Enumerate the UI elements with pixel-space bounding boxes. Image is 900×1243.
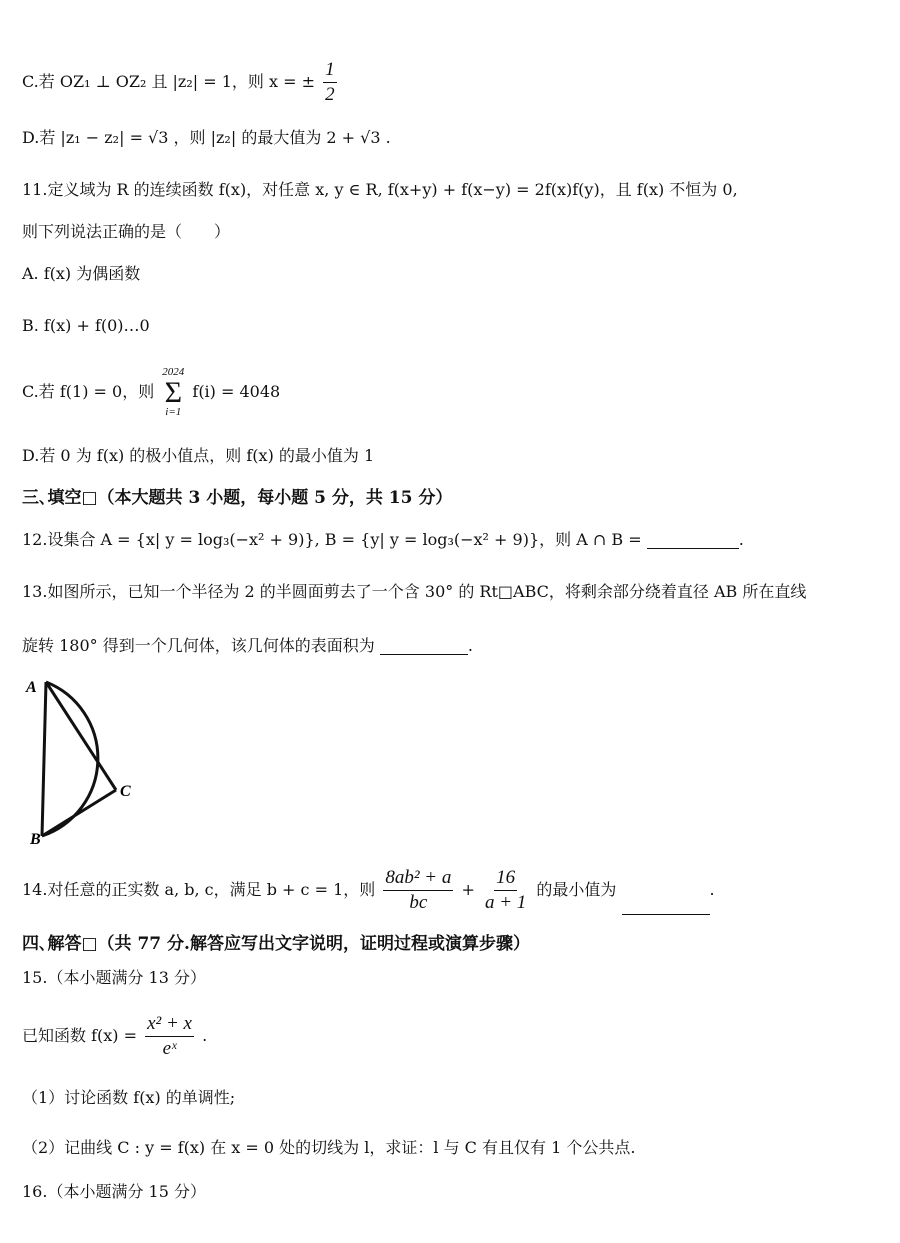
section-4-heading: 四､解答□（共 77 分.解答应写出文字说明，证明过程或演算步骤） — [22, 934, 530, 954]
question-11-option-d: D.若 0 为 f(x) 的极小值点，则 f(x) 的最小值为 1 — [22, 446, 375, 465]
fraction-one-half: $\frac{1}{2}$ — [325, 59, 335, 105]
semicircle-arc — [42, 682, 98, 836]
question-11-option-a: A. f(x) 为偶函数 — [22, 264, 141, 283]
question-14: 14.对任意的正实数 a, b, c，满足 b + c = 1，则 $\frac{\text{8ab² + a}}{bc}$ + $\frac{16}{a + 1}$ 的最小值为 . — [22, 867, 715, 913]
question-16-heading: 16.（本小题满分 15 分） — [22, 1182, 206, 1201]
fraction-16-over-a-plus-1: $\frac{16}{a + 1}$ — [484, 867, 527, 913]
question-15-part-2: （2）记曲线 C : y = f(x) 在 x = 0 处的切线为 l，求证：l 与 C 有且仅有 1 个公共点. — [22, 1138, 636, 1157]
question-13-prompt: 旋转 180° 得到一个几何体，该几何体的表面积为 . — [22, 636, 473, 655]
segment-bc — [42, 790, 116, 836]
question-15-heading: 15.（本小题满分 13 分） — [22, 968, 206, 987]
point-c-label: C — [120, 783, 131, 800]
point-a-label: A — [26, 679, 37, 696]
question-13-stem: 13.如图所示，已知一个半径为 2 的半圆面剪去了一个含 30° 的 Rt□ABC，将剩余部分绕着直径 AB 所在直线 — [22, 582, 807, 601]
question-15-part-1: （1）讨论函数 f(x) 的单调性; — [22, 1088, 236, 1107]
option-c-text: C.若 OZ₁ ⊥ OZ₂ 且 |z₂| = 1，则 x = ± — [22, 71, 316, 91]
point-b-label: B — [30, 831, 41, 848]
question-15-function: 已知函数 f(x) = $\frac{\text{x² + x}}{\text{eˣ}}$ . — [22, 1013, 208, 1059]
semicircle-triangle-figure — [22, 672, 137, 852]
option-c-complex — [22, 58, 340, 107]
answer-blank-14 — [622, 898, 710, 915]
question-11-prompt: 则下列说法正确的是（ ） — [22, 222, 231, 241]
answer-blank-13 — [380, 638, 468, 655]
segment-ac — [46, 682, 116, 790]
summation-symbol: 2024 Σ i=1 — [162, 366, 185, 419]
section-3-heading: 三､填空□（本大题共 3 小题，每小题 5 分，共 15 分） — [22, 488, 453, 508]
question-12: 12.设集合 A = {x| y = log₃(−x² + 9)}, B = {y| y = log₃(−x² + 9)}，则 A ∩ B = . — [22, 530, 744, 549]
question-11-option-c: C.若 f(1) = 0，则 2024 Σ i=1 f(i) = 4048 — [22, 366, 281, 419]
question-11-option-b: B. f(x) + f(0)…0 — [22, 316, 150, 335]
option-d-complex: D.若 |z₁ − z₂| = √3 ，则 |z₂| 的最大值为 2 + √3 . — [22, 128, 391, 147]
question-11-stem: 11.定义域为 R 的连续函数 f(x)，对任意 x, y ∈ R, f(x+y) + f(x−y) = 2f(x)f(y)，且 f(x) 不恒为 0, — [22, 180, 738, 199]
answer-blank-12 — [647, 532, 739, 549]
fraction-8ab2-plus-a-over-bc: $\frac{\text{8ab² + a}}{bc}$ — [385, 867, 452, 913]
diameter-ab — [42, 682, 46, 836]
fraction-x2-plus-x-over-ex: $\frac{\text{x² + x}}{\text{eˣ}}$ — [147, 1013, 192, 1059]
